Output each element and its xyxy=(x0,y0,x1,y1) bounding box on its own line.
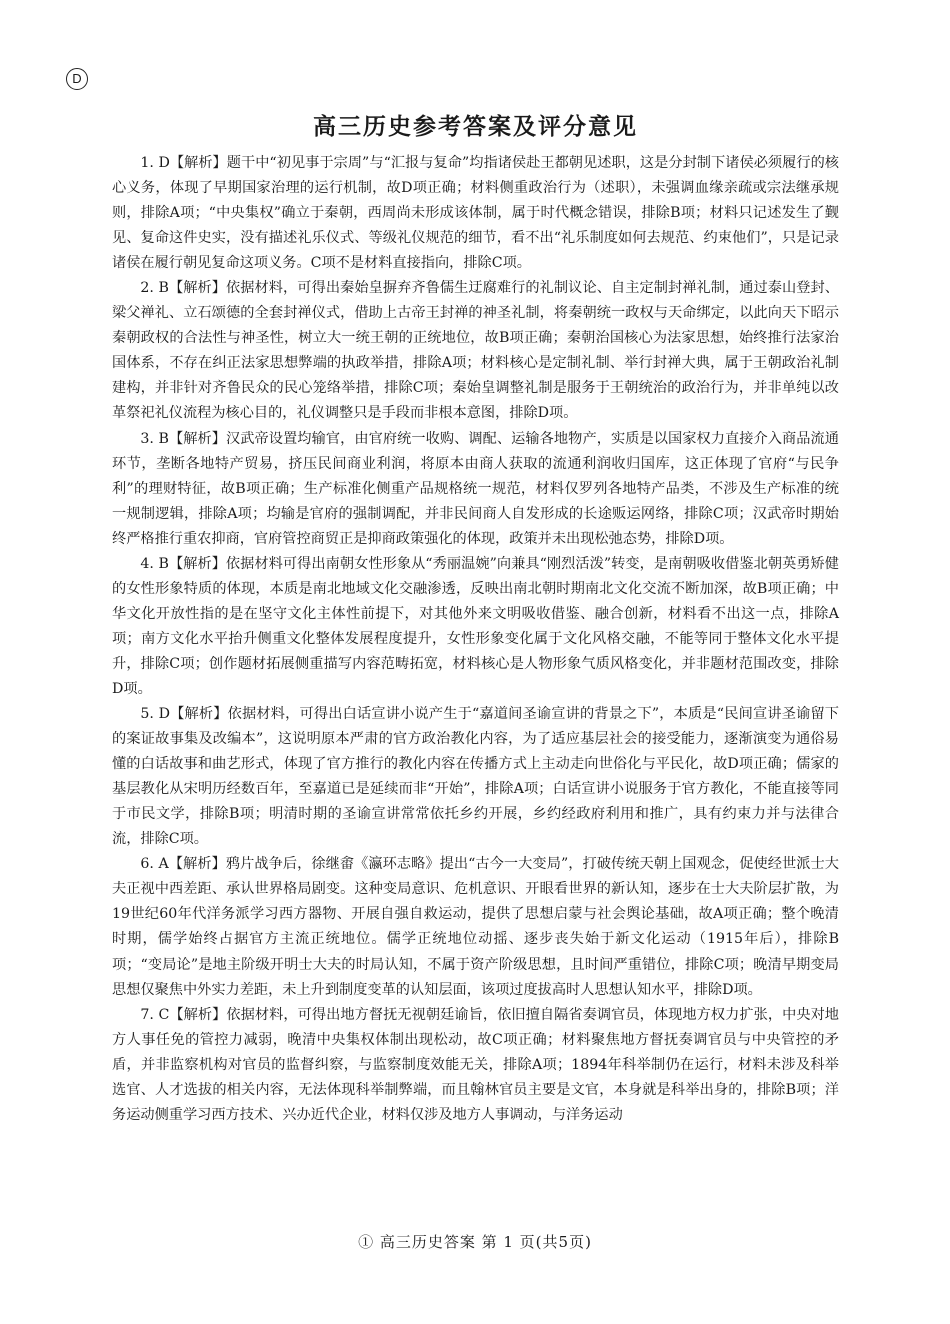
answer-item-3: 3. B【解析】汉武帝设置均输官，由官府统一收购、调配、运输各地物产，实质是以国家权力直接介入商品流通环节，垄断各地特产贸易，挤压民间商业利润，将原本由商人获取的流通利润收归国库，这正体现了官府“与民争利”的理财特征，故B项正确；生产标准化侧重产品规格统一规范，材料仅罗列各地特产品类，不涉及生产标准的统一规制逻辑，排除A项；均输是官府的强制调配，并非民间商人自发形成的长途贩运网络，排除C项；汉武帝时期始终严格推行重农抑商，官府管控商贸正是抑商政策强化的体现，政策并未出现松弛态势，排除D项。 xyxy=(112,430,839,547)
page-mark: D xyxy=(66,68,88,90)
answer-item-4: 4. B【解析】依据材料可得出南朝女性形象从“秀丽温婉”向兼具“刚烈活泼”转变，是南朝吸收借鉴北朝英勇矫健的女性形象特质的体现，本质是南北地域文化交融渗透，反映出南北朝时期南北文化交流不断加深，故B项正确；中华文化开放性指的是在坚守文化主体性前提下，对其他外来文明吸收借鉴、融合创新，材料看不出这一点，排除A项；南方文化水平抬升侧重文化整体发展程度提升，女性形象变化属于文化风格交融，不能等同于整体文化水平提升，排除C项；创作题材拓展侧重描写内容范畴拓宽，材料核心是人物形象气质风格变化，并非题材范围改变，排除D项。 xyxy=(112,555,839,697)
answer-document xyxy=(112,112,839,1128)
document-title: 高三历史参考答案及评分意见 xyxy=(313,113,638,140)
page-footer: ① 高三历史答案 第 1 页(共5页) xyxy=(358,1233,592,1251)
answer-item-5: 5. D【解析】依据材料，可得出白话宣讲小说产生于“嘉道间圣谕宣讲的背景之下”，本质是“民间宣讲圣谕留下的案证故事集及改编本”，这说明原本严肃的官方政治教化内容，为了适应基层社会的接受能力，逐渐演变为通俗易懂的白话故事和曲艺形式，体现了官方推行的教化内容在传播方式上主动走向世俗化与平民化，故D项正确；儒家的基层教化从宋明历经数百年，至嘉道已是延续而非“开始”，排除A项；白话宣讲小说服务于官方教化，不能直接等同于市民文学，排除B项；明清时期的圣谕宣讲常常依托乡约开展，乡约经政府利用和推广，具有约束力并与法律合流，排除C项。 xyxy=(112,706,839,848)
answer-item-1: 1. D【解析】题干中“初见事于宗周”与“汇报与复命”均指诸侯赴王都朝见述职，这是分封制下诸侯必须履行的核心义务，体现了早期国家治理的运行机制，故D项正确；材料侧重政治行为（述职），未强调血缘亲疏或宗法继承规则，排除A项；“中央集权”确立于秦朝，西周尚未形成该体制，属于时代概念错误，排除B项；材料只记述发生了觐见、复命这件史实，没有描述礼乐仪式、等级礼仪规范的细节，看不出“礼乐制度如何去规范、约束他们”，只是记录诸侯在履行朝见复命这项义务。C项不是材料直接指向，排除C项。 xyxy=(112,155,839,272)
answer-item-7: 7. C【解析】依据材料，可得出地方督抚无视朝廷谕旨，依旧擅自隔省奏调官员，体现地方权力扩张，中央对地方人事任免的管控力减弱，晚清中央集权体制出现松动，故C项正确；材料聚焦地方督抚奏调官员与中央管控的矛盾，并非监察机构对官员的监督纠察，与监察制度效能无关，排除A项；1894年科举制仍在运行，材料未涉及科举选官、人才选拔的相关内容，无法体现科举制弊端，而且翰林官员主要是文官，本身就是科举出身的，排除B项；洋务运动侧重学习西方技术、兴办近代企业，材料仅涉及地方人事调动，与洋务运动 xyxy=(112,1006,839,1123)
answer-item-6: 6. A【解析】鸦片战争后，徐继畬《瀛环志略》提出“古今一大变局”，打破传统天朝上国观念，促使经世派士大夫正视中西差距、承认世界格局剧变。这种变局意识、危机意识、开眼看世界的新认知，逐步在士大夫阶层扩散，为19世纪60年代洋务派学习西方器物、开展自强自救运动，提供了思想启蒙与社会舆论基础，故A项正确；整个晚清时期，儒学始终占据官方主流正统地位。儒学正统地位动摇、逐步丧失始于新文化运动（1915年后），排除B项；“变局论”是地主阶级开明士大夫的时局认知，不属于资产阶级思想，且时间严重错位，排除C项；晚清早期变局思想仅聚焦中外实力差距，未上升到制度变革的认知层面，该项过度拔高时人思想认知水平，排除D项。 xyxy=(112,856,839,998)
answer-item-2: 2. B【解析】依据材料，可得出秦始皇摒弃齐鲁儒生迂腐难行的礼制议论、自主定制封禅礼制，通过泰山登封、梁父禅礼、立石颂德的全套封禅仪式，借助上古帝王封禅的神圣礼制，将秦朝统一政权与天命绑定，以此向天下昭示秦朝政权的合法性与神圣性，树立大一统王朝的正统地位，故B项正确；秦朝治国核心为法家思想，始终推行法家治国体系，不存在纠正法家思想弊端的执政举措，排除A项；材料核心是定制礼制、举行封禅大典，属于王朝政治礼制建构，并非针对齐鲁民众的民心笼络举措，排除C项；秦始皇调整礼制是服务于王朝统治的政治行为，并非单纯以改革祭祀礼仪流程为核心目的，礼仪调整只是手段而非根本意图，排除D项。 xyxy=(112,280,839,422)
